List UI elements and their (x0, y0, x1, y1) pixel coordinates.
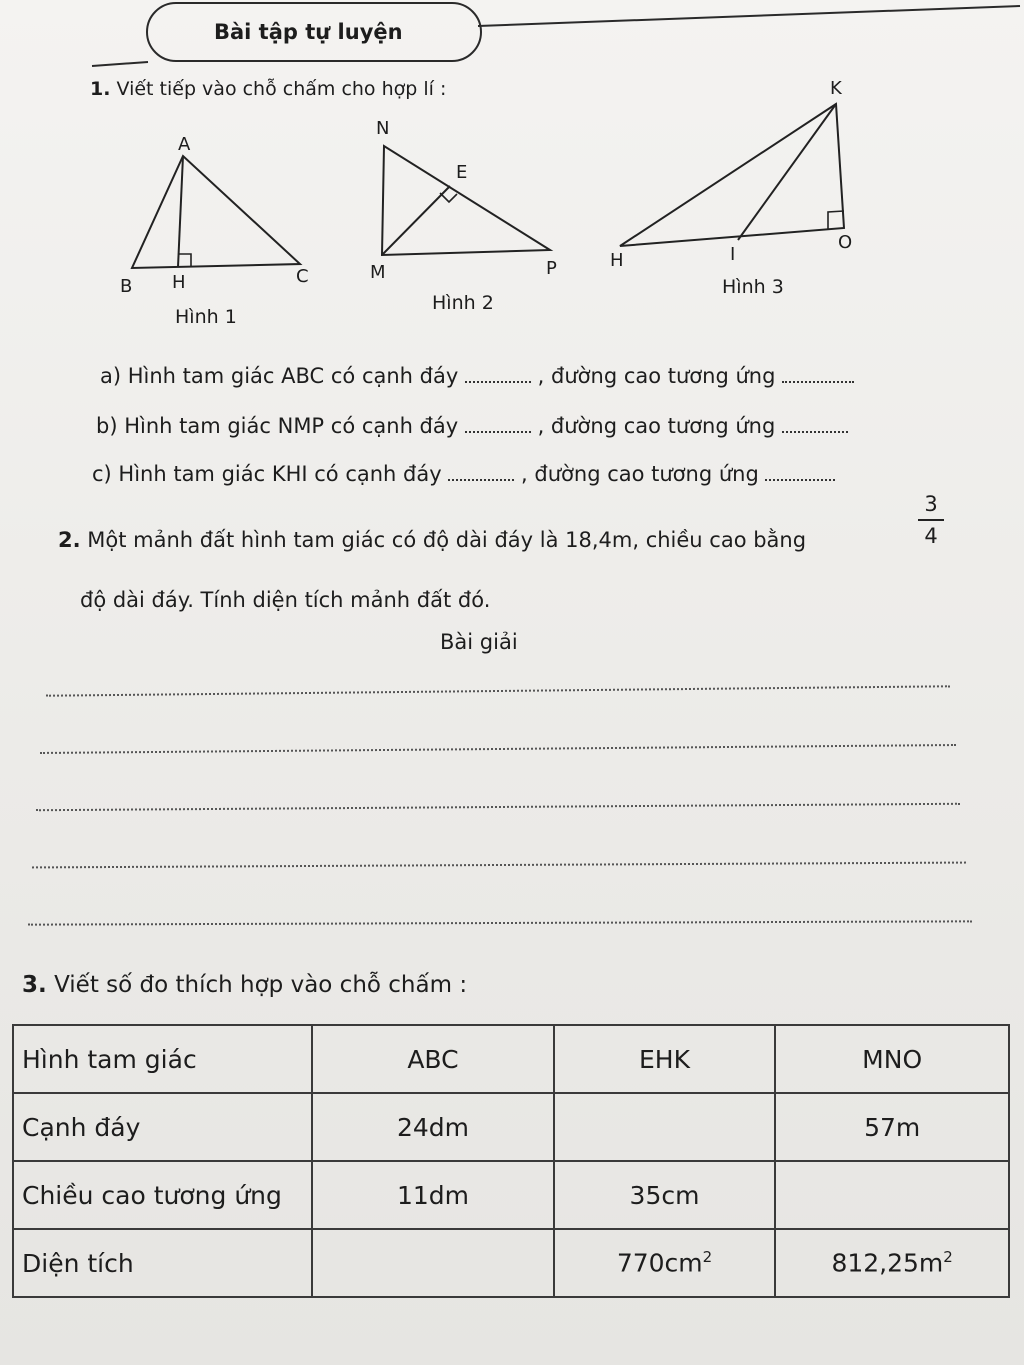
item-b-text: b) Hình tam giác NMP có cạnh đáy (96, 414, 459, 438)
label-c: C (296, 266, 309, 287)
figure-1-triangle (132, 156, 300, 268)
item-b-height-blank[interactable] (782, 417, 848, 433)
triangle-figures (0, 0, 1024, 340)
item-b-base-blank[interactable] (465, 417, 531, 433)
item-a-mid: , đường cao tương ứng (537, 364, 776, 388)
solution-heading: Bài giải (440, 630, 518, 654)
exercise-1-item-b (96, 414, 848, 438)
cell-abc-height: 11dm (312, 1161, 553, 1229)
header-title: Bài tập tự luyện (214, 20, 403, 44)
item-a-height-blank[interactable] (782, 367, 854, 383)
label-n: N (376, 118, 390, 139)
label-h-fig3: H (610, 250, 624, 271)
item-b-mid: , đường cao tương ứng (537, 414, 776, 438)
exercise-2-text-1: Một mảnh đất hình tam giác có độ dài đáy là 18,4m, chiều cao bằng (87, 528, 807, 552)
header-cell-shape: Hình tam giác (13, 1025, 312, 1093)
mno-area-value: 812,25m (831, 1248, 944, 1278)
exercise-2-number: 2. (58, 528, 81, 552)
figure-1-caption: Hình 1 (175, 306, 237, 328)
header-cell-ehk: EHK (554, 1025, 776, 1093)
exercise-2-line-1 (58, 528, 806, 552)
exercise-1-item-c (92, 462, 835, 486)
item-c-height-blank[interactable] (765, 465, 835, 481)
measurement-table (12, 1024, 1010, 1298)
table-row (13, 1161, 1009, 1229)
cell-ehk-area (554, 1229, 776, 1297)
item-c-text: c) Hình tam giác KHI có cạnh đáy (92, 462, 442, 486)
label-b: B (120, 276, 133, 297)
row-label-area: Diện tích (13, 1229, 312, 1297)
answer-line-1[interactable] (46, 685, 950, 696)
cell-ehk-height: 35cm (554, 1161, 776, 1229)
cell-ehk-base-blank[interactable] (554, 1093, 776, 1161)
exercise-2-line-2: độ dài đáy. Tính diện tích mảnh đất đó. (80, 588, 491, 612)
mno-area-unit-exponent: 2 (943, 1248, 953, 1267)
answer-line-2[interactable] (40, 744, 956, 754)
label-a: A (178, 134, 191, 155)
cell-mno-base: 57m (775, 1093, 1009, 1161)
label-h-fig1: H (172, 272, 186, 293)
header-cell-mno: MNO (775, 1025, 1009, 1093)
fraction-numerator: 3 (924, 492, 938, 516)
label-k: K (830, 78, 842, 99)
label-o: O (838, 232, 853, 253)
ehk-area-unit-exponent: 2 (702, 1248, 713, 1267)
exercise-1-text: Viết tiếp vào chỗ chấm cho hợp lí : (116, 78, 447, 100)
exercise-3-prompt (22, 972, 467, 998)
fraction-bar (918, 519, 944, 521)
exercise-3-text: Viết số đo thích hợp vào chỗ chấm : (54, 972, 468, 998)
figure-3-triangle (620, 104, 844, 246)
figure-2-caption: Hình 2 (432, 292, 494, 314)
row-label-height: Chiều cao tương ứng (13, 1161, 312, 1229)
row-label-base: Cạnh đáy (13, 1093, 312, 1161)
label-m: M (370, 262, 386, 283)
label-e: E (456, 162, 468, 183)
item-c-base-blank[interactable] (448, 465, 514, 481)
item-c-mid: , đường cao tương ứng (521, 462, 759, 486)
fraction-denominator: 4 (924, 524, 938, 548)
answer-line-4[interactable] (32, 862, 966, 869)
table-row (13, 1229, 1009, 1297)
item-a-text: a) Hình tam giác ABC có cạnh đáy (100, 364, 459, 388)
figure-3-caption: Hình 3 (722, 276, 784, 298)
label-i: I (730, 244, 736, 265)
table-row (13, 1093, 1009, 1161)
header-cell-abc: ABC (312, 1025, 553, 1093)
ehk-area-value: 770cm (616, 1248, 703, 1278)
answer-line-5[interactable] (28, 920, 972, 925)
label-p: P (546, 258, 557, 279)
cell-mno-height-blank[interactable] (775, 1161, 1009, 1229)
table-header-row (13, 1025, 1009, 1093)
cell-abc-base: 24dm (312, 1093, 553, 1161)
answer-line-3[interactable] (36, 803, 960, 811)
item-a-base-blank[interactable] (465, 367, 531, 383)
exercise-3-number: 3. (22, 972, 47, 998)
fraction-three-quarters (918, 492, 944, 548)
exercise-1-number: 1. (90, 78, 111, 100)
cell-abc-area-blank[interactable] (312, 1229, 553, 1297)
exercise-1-item-a (100, 364, 854, 388)
cell-mno-area (775, 1229, 1009, 1297)
